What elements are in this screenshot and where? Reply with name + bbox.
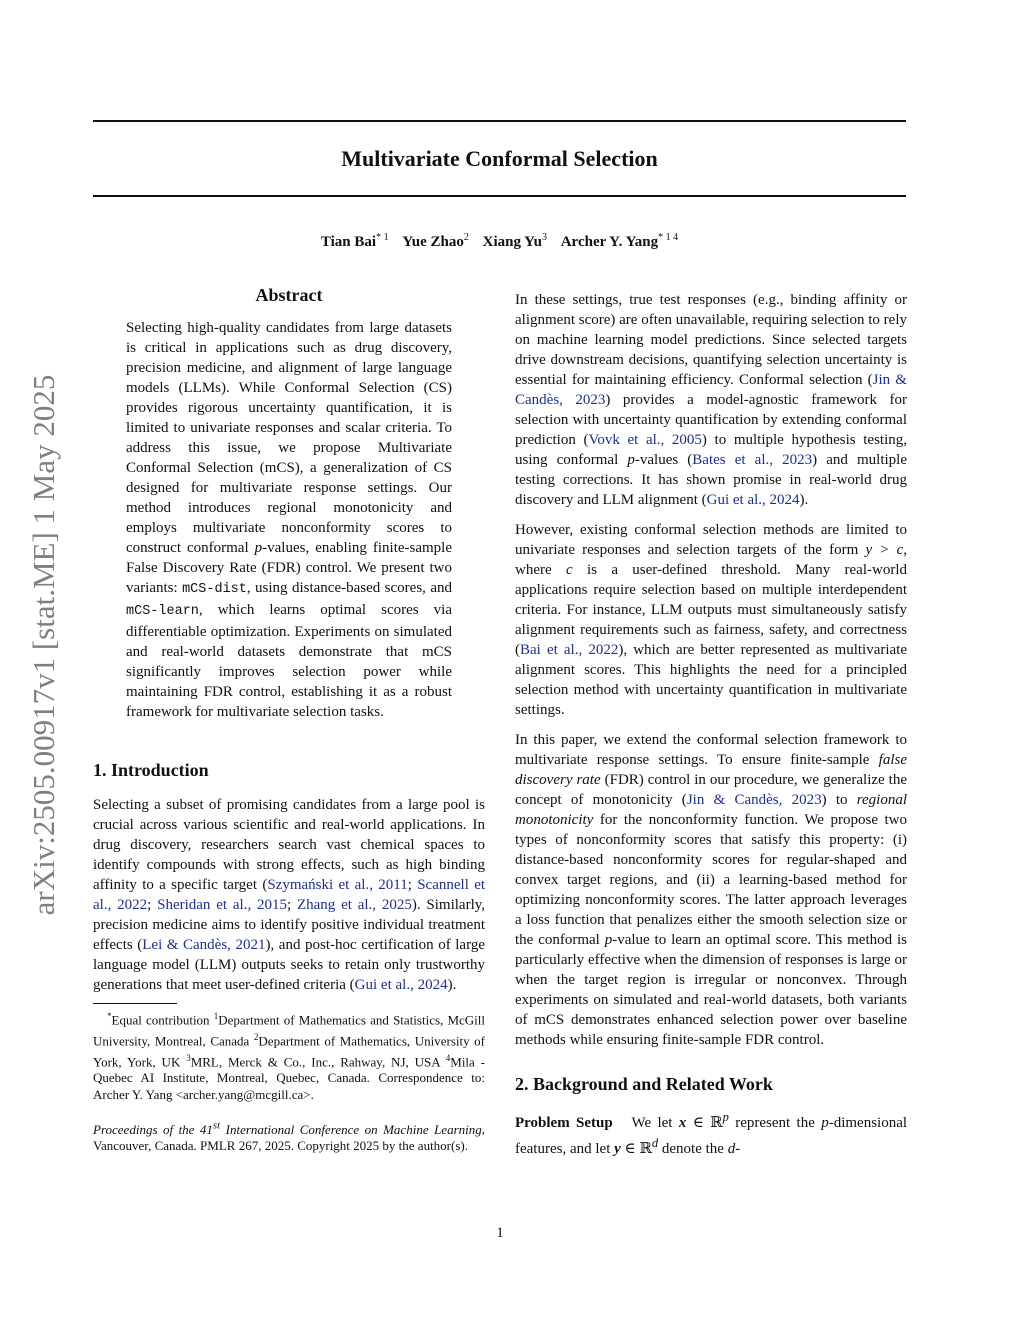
author: Xiang Yu$^3$ bbox=[482, 232, 547, 250]
paper-title: Multivariate Conformal Selection bbox=[341, 146, 658, 171]
page-number: 1 bbox=[496, 1225, 504, 1241]
abstract-heading: Abstract bbox=[255, 285, 323, 305]
citation-link[interactable]: Scannell et al., 2022 bbox=[93, 877, 486, 913]
citation-link[interactable]: Jin & Candès, 2023 bbox=[686, 792, 822, 808]
author-list bbox=[93, 232, 906, 251]
author: Tian Bai$^{* 1}$ bbox=[320, 232, 389, 250]
background-heading: 2. Background and Related Work bbox=[515, 1074, 773, 1094]
citation-link[interactable]: Vovk et al., 2005 bbox=[588, 432, 702, 448]
problem-setup-paragraph: Problem Setup We let x ∈ ℝ$^p$ represent the p-dimensional features, and let y ∈ ℝ$^d$ denote the d- bbox=[515, 1110, 908, 1157]
arxiv-identifier[interactable]: arXiv:2505.00917v1 [stat.ME] 1 May 2025 bbox=[26, 374, 61, 916]
abstract-body: Selecting high-quality candidates from large datasets is critical in applications such as drug discovery, precision medicine, and alignment of large language models (LLMs). While Conformal Selection (CS) provides rigorous uncertainty quantification, it is limited to univariate responses and scalar criteria. To address this issue, we propose Multivariate Conformal Selection (mCS), a generalization of CS designed for multivariate response settings. Our method introduces regional monotonicity and employs multivariate nonconformity scores to construct conformal p-values, enabling finite-sample False Discovery Rate (FDR) control. We present two variants: mCS-dist, using distance-based scores, and mCS-learn, which learns optimal scores via differentiable optimization. Experiments on simulated and real-world datasets demonstrate that mCS significantly improves selection power while maintaining FDR control, establishing it as a robust framework for multivariate selection tasks. bbox=[126, 320, 453, 720]
paragraph: In this paper, we extend the conformal selection framework to multivariate response settings. To ensure finite-sample false discovery rate (FDR) control in our procedure, we generalize the concept of monotonicity (Jin & Candès, 2023) to regional monotonicity for the nonconformity function. We propose two types of nonconformity scores that satisfy this property: (i) distance-based nonconformity scores for regular-shaped and convex target regions, and (ii) a learning-based method for optimizing nonconformity scores. The latter approach leverages a loss function that penalizes either the smooth selection size or the conformal p-value to learn an optimal score. This method is particularly effective when the dimension of responses is large or when the target region is irregular or nonconvex. Through experiments on simulated and real-world datasets, both variants of mCS demonstrates enhanced selection power over baseline methods while ensuring finite-sample FDR control. bbox=[515, 732, 908, 1048]
paragraph: However, existing conformal selection methods are limited to univariate responses and selection targets of the form y > c, where c is a user-defined threshold. Many real-world applications require selection based on multiple interdependent criteria. For instance, LLM outputs must simultaneously satisfy alignment requirements such as fairness, safety, and correctness (Bai et al., 2022), which are better represented as multivariate alignment scores. This highlights the need for a principled selection method with uncertainty quantification in multivariate settings. bbox=[515, 522, 908, 718]
citation-link[interactable]: Sheridan et al., 2015 bbox=[157, 897, 287, 913]
citation-link[interactable]: Bates et al., 2023 bbox=[692, 452, 813, 468]
affiliation-footnote: *Equal contribution $^1$Department of Mathematics and Statistics, McGill University, Montreal, Canada $^2$Department of Mathematics, University of York, York, UK $^3$MRL, Merck & Co., Inc., Rahway, NJ, USA $^4$Mila - Quebec AI Institute, Montreal, Quebec, Canada. Correspondence to: Archer Y. Yang <archer.yang@mcgill.ca>. bbox=[93, 1011, 486, 1102]
citation-link[interactable]: Gui et al., 2024 bbox=[354, 977, 448, 993]
paragraph: In these settings, true test responses (e.g., binding affinity or alignment score) are often unavailable, requiring selection to rely on machine learning model predictions. Since selected targets drive downstream decisions, quantifying selection uncertainty is essential for maintaining efficiency. Conformal selection (Jin & Candès, 2023) provides a model-agnostic framework for selection with uncertainty quantification by extending conformal prediction (Vovk et al., 2005) to multiple hypothesis testing, using conformal p-values (Bates et al., 2023) and multiple testing corrections. It has shown promise in real-world drug discovery and LLM alignment (Gui et al., 2024). bbox=[515, 292, 908, 508]
left-column bbox=[93, 285, 485, 1155]
citation-link[interactable]: Bai et al., 2022 bbox=[520, 642, 619, 658]
right-column bbox=[515, 290, 907, 1159]
introduction-heading: 1. Introduction bbox=[93, 760, 209, 780]
citation-link[interactable]: Jin & Candès, 2023 bbox=[515, 372, 907, 408]
author: Yue Zhao$^2$ bbox=[402, 232, 469, 250]
introduction-paragraph: Selecting a subset of promising candidates from a large pool is crucial across various scientific and real-world applications. In drug discovery, researchers search vast chemical spaces to identify compounds with strong effects, such as high binding affinity to a specific target (Szymański et al., 2011; Scannell et al., 2022; Sheridan et al., 2015; Zhang et al., 2025). Similarly, precision medicine aims to identify positive individual treatment effects (Lei & Candès, 2021), and post-hoc certification of large language model (LLM) outputs seeks to retain only trustworthy generations that meet user-defined criteria (Gui et al., 2024). bbox=[93, 797, 486, 993]
title-top-rule bbox=[93, 120, 906, 122]
citation-link[interactable]: Szymański et al., 2011 bbox=[267, 877, 408, 893]
proceedings-note: Proceedings of the 41st International Conference on Machine Learning, Vancouver, Canada. PMLR 267, 2025. Copyright 2025 by the author(s). bbox=[93, 1119, 485, 1154]
title-bottom-rule bbox=[93, 195, 906, 197]
citation-link[interactable]: Gui et al., 2024 bbox=[706, 492, 800, 508]
author: Archer Y. Yang$^{* 1 4}$ bbox=[560, 232, 679, 250]
citation-link[interactable]: Lei & Candès, 2021 bbox=[142, 937, 266, 953]
citation-link[interactable]: Zhang et al., 2025 bbox=[296, 897, 412, 913]
footnote-rule bbox=[93, 1003, 177, 1004]
